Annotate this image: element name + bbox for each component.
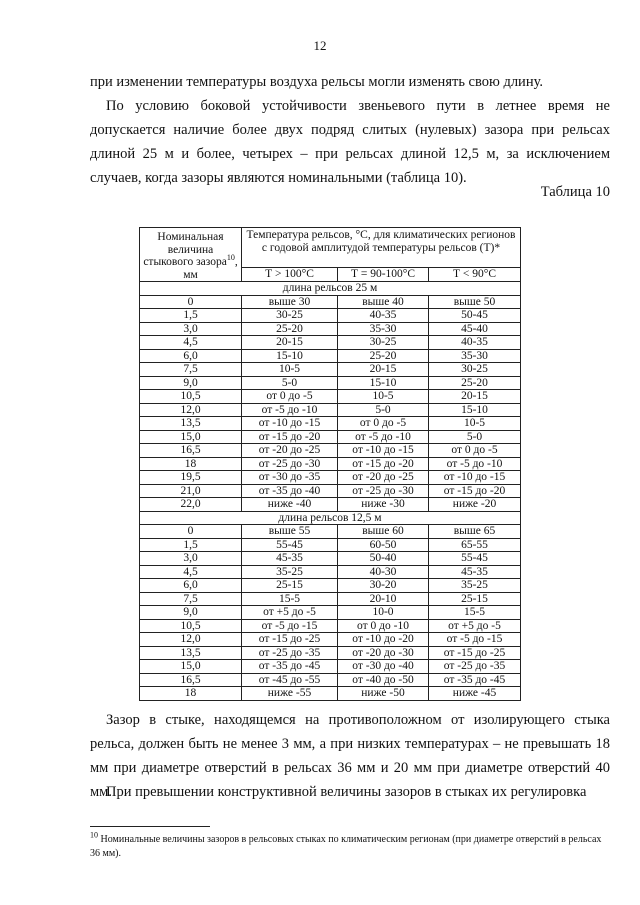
temperature-cell: 20-10 xyxy=(338,592,429,606)
temperature-cell: ниже -55 xyxy=(242,687,338,701)
table-row xyxy=(140,471,521,485)
table-row xyxy=(140,295,521,309)
temperature-cell: 65-55 xyxy=(429,538,521,552)
temperature-cell: выше 55 xyxy=(242,525,338,539)
temperature-cell: от -45 до -55 xyxy=(242,673,338,687)
paragraph-1: при изменении температуры воздуха рельсы могли изменять свою длину. xyxy=(90,74,544,90)
temperature-cell: ниже -50 xyxy=(338,687,429,701)
column-header: Т < 90°С xyxy=(429,268,521,282)
table-row xyxy=(140,349,521,363)
temperature-cell: от 0 до -5 xyxy=(242,390,338,404)
gap-value-cell: 4,5 xyxy=(140,336,242,350)
table-row xyxy=(140,498,521,512)
temperature-cell: от -35 до -45 xyxy=(429,673,521,687)
gap-value-cell: 6,0 xyxy=(140,579,242,593)
temperature-cell: выше 60 xyxy=(338,525,429,539)
footnote xyxy=(90,830,610,861)
temperature-cell: 45-35 xyxy=(429,565,521,579)
temperature-cell: ниже -45 xyxy=(429,687,521,701)
temperature-cell: от -15 до -25 xyxy=(242,633,338,647)
table-row xyxy=(140,633,521,647)
gap-value-cell: 12,0 xyxy=(140,633,242,647)
footnote-mark: 10 xyxy=(90,830,98,840)
section-title-25m: длина рельсов 25 м xyxy=(140,282,521,296)
temperature-cell: от -35 до -45 xyxy=(242,660,338,674)
temperature-cell: 45-35 xyxy=(242,552,338,566)
temperature-cell: от -10 до -15 xyxy=(429,471,521,485)
temperature-cell: 30-25 xyxy=(338,336,429,350)
page-number: 12 xyxy=(313,38,327,53)
temperature-cell: от -15 до -20 xyxy=(338,457,429,471)
header-nominal-gap: Номинальная величина стыкового зазора$^{10}$, мм xyxy=(140,228,242,282)
table-row xyxy=(140,376,521,390)
temperature-cell: 15-10 xyxy=(429,403,521,417)
temperature-cell: 25-20 xyxy=(429,376,521,390)
temperature-cell: 50-45 xyxy=(429,309,521,323)
table-row xyxy=(140,309,521,323)
temperature-cell: 25-20 xyxy=(242,322,338,336)
temperature-cell: 40-35 xyxy=(429,336,521,350)
gap-value-cell: 4,5 xyxy=(140,565,242,579)
temperature-cell: выше 40 xyxy=(338,295,429,309)
gap-value-cell: 15,0 xyxy=(140,660,242,674)
table-row xyxy=(140,403,521,417)
temperature-cell: от -30 до -35 xyxy=(242,471,338,485)
table-row xyxy=(140,525,521,539)
footnote-divider xyxy=(90,826,210,827)
temperature-cell: 40-35 xyxy=(338,309,429,323)
table-row xyxy=(140,322,521,336)
gap-value-cell: 7,5 xyxy=(140,592,242,606)
temperature-cell: от 0 до -10 xyxy=(338,619,429,633)
paragraph-3: Зазор в стыке, находящемся на противоположном от изолирующего стыка рельса, должен быть не менее 3 мм, а при низких температурах – не превышать 18 мм при диаметре отверстий в рельсах 36 мм и 20 мм при диаметре отверстий 40 мм. xyxy=(90,712,610,800)
temperature-cell: 15-5 xyxy=(429,606,521,620)
temperature-cell: 40-30 xyxy=(338,565,429,579)
table-row xyxy=(140,484,521,498)
temperature-cell: 25-20 xyxy=(338,349,429,363)
temperature-cell: от -40 до -50 xyxy=(338,673,429,687)
temperature-cell: 50-40 xyxy=(338,552,429,566)
temperature-cell: от -5 до -15 xyxy=(429,633,521,647)
temperature-cell: от -5 до -10 xyxy=(429,457,521,471)
temperature-cell: от -20 до -25 xyxy=(242,444,338,458)
gap-value-cell: 13,5 xyxy=(140,417,242,431)
gap-value-cell: 18 xyxy=(140,687,242,701)
table-row xyxy=(140,552,521,566)
gap-value-cell: 16,5 xyxy=(140,444,242,458)
gap-value-cell: 10,5 xyxy=(140,390,242,404)
temperature-cell: ниже -40 xyxy=(242,498,338,512)
temperature-cell: 55-45 xyxy=(429,552,521,566)
gap-value-cell: 22,0 xyxy=(140,498,242,512)
gap-value-cell: 13,5 xyxy=(140,646,242,660)
temperature-cell: 35-25 xyxy=(242,565,338,579)
temperature-cell: 30-25 xyxy=(242,309,338,323)
temperature-cell: от -10 до -15 xyxy=(338,444,429,458)
table-row xyxy=(140,646,521,660)
temperature-cell: от -20 до -25 xyxy=(338,471,429,485)
temperature-cell: от -20 до -30 xyxy=(338,646,429,660)
temperature-cell: от -30 до -40 xyxy=(338,660,429,674)
table-label: Таблица 10 xyxy=(540,184,610,200)
temperature-cell: от -10 до -20 xyxy=(338,633,429,647)
temperature-cell: от -15 до -20 xyxy=(242,430,338,444)
temperature-cell: 35-30 xyxy=(429,349,521,363)
temperature-cell: от -15 до -25 xyxy=(429,646,521,660)
temperature-cell: 10-5 xyxy=(429,417,521,431)
temperature-cell: от -5 до -10 xyxy=(242,403,338,417)
gap-value-cell: 18 xyxy=(140,457,242,471)
temperature-cell: 5-0 xyxy=(338,403,429,417)
column-header: Т = 90-100°С xyxy=(338,268,429,282)
gap-value-cell: 10,5 xyxy=(140,619,242,633)
table-row xyxy=(140,430,521,444)
temperature-cell: 45-40 xyxy=(429,322,521,336)
table-row xyxy=(140,457,521,471)
temperature-cell: от -25 до -30 xyxy=(242,457,338,471)
table-row xyxy=(140,336,521,350)
temperature-cell: 10-5 xyxy=(338,390,429,404)
table-row xyxy=(140,592,521,606)
gap-value-cell: 9,0 xyxy=(140,606,242,620)
temperature-cell: 10-0 xyxy=(338,606,429,620)
gap-value-cell: 3,0 xyxy=(140,552,242,566)
temperature-cell: 15-5 xyxy=(242,592,338,606)
temperature-cell: от 0 до -5 xyxy=(429,444,521,458)
rail-gap-table xyxy=(139,227,521,701)
table-row xyxy=(140,565,521,579)
table-row xyxy=(140,579,521,593)
temperature-cell: от -15 до -20 xyxy=(429,484,521,498)
temperature-cell: 5-0 xyxy=(242,376,338,390)
gap-value-cell: 21,0 xyxy=(140,484,242,498)
temperature-cell: 30-20 xyxy=(338,579,429,593)
column-header: Т > 100°С xyxy=(242,268,338,282)
gap-value-cell: 15,0 xyxy=(140,430,242,444)
footnote-text: Номинальные величины зазоров в рельсовых стыках по климатическим регионам (при диаметре отверстий в рельсах 36 мм). xyxy=(90,834,602,859)
temperature-cell: 35-25 xyxy=(429,579,521,593)
temperature-cell: 35-30 xyxy=(338,322,429,336)
temperature-cell: от -25 до -30 xyxy=(338,484,429,498)
temperature-cell: от +5 до -5 xyxy=(242,606,338,620)
temperature-cell: 25-15 xyxy=(429,592,521,606)
table-row xyxy=(140,660,521,674)
gap-value-cell: 1,5 xyxy=(140,538,242,552)
temperature-cell: 15-10 xyxy=(338,376,429,390)
gap-value-cell: 12,0 xyxy=(140,403,242,417)
table-row xyxy=(140,390,521,404)
temperature-cell: ниже -20 xyxy=(429,498,521,512)
header-rail-temperature: Температура рельсов, °С, для климатических регионов с годовой амплитудой температуры рельсов (Т)* xyxy=(242,228,521,268)
temperature-cell: 20-15 xyxy=(429,390,521,404)
gap-value-cell: 0 xyxy=(140,295,242,309)
temperature-cell: ниже -30 xyxy=(338,498,429,512)
temperature-cell: 10-5 xyxy=(242,363,338,377)
temperature-cell: от -35 до -40 xyxy=(242,484,338,498)
gap-value-cell: 6,0 xyxy=(140,349,242,363)
table-row xyxy=(140,538,521,552)
temperature-cell: выше 50 xyxy=(429,295,521,309)
temperature-cell: выше 30 xyxy=(242,295,338,309)
table-row xyxy=(140,363,521,377)
gap-value-cell: 16,5 xyxy=(140,673,242,687)
table-row xyxy=(140,687,521,701)
temperature-cell: от -5 до -15 xyxy=(242,619,338,633)
gap-value-cell: 19,5 xyxy=(140,471,242,485)
temperature-cell: 30-25 xyxy=(429,363,521,377)
gap-value-cell: 7,5 xyxy=(140,363,242,377)
paragraph-4: При превышении конструктивной величины зазоров в стыках их регулировка xyxy=(106,784,587,800)
temperature-cell: 25-15 xyxy=(242,579,338,593)
temperature-cell: от -25 до -35 xyxy=(429,660,521,674)
temperature-cell: от -25 до -35 xyxy=(242,646,338,660)
section-title-12-5m: длина рельсов 12,5 м xyxy=(140,511,521,525)
gap-value-cell: 9,0 xyxy=(140,376,242,390)
temperature-cell: 60-50 xyxy=(338,538,429,552)
table-row xyxy=(140,619,521,633)
temperature-cell: 20-15 xyxy=(338,363,429,377)
gap-value-cell: 1,5 xyxy=(140,309,242,323)
temperature-cell: 20-15 xyxy=(242,336,338,350)
temperature-cell: 5-0 xyxy=(429,430,521,444)
table-row xyxy=(140,673,521,687)
paragraph-2: По условию боковой устойчивости звеньевого пути в летнее время не допускается наличие более двух подряд слитых (нулевых) зазора при рельсах длиной 25 м и более, четырех – при рельсах длиной 12,5 м, за исключением случаев, когда зазоры являются номинальными (таблица 10). xyxy=(90,98,610,186)
temperature-cell: 15-10 xyxy=(242,349,338,363)
temperature-cell: от +5 до -5 xyxy=(429,619,521,633)
temperature-cell: от 0 до -5 xyxy=(338,417,429,431)
gap-value-cell: 0 xyxy=(140,525,242,539)
table-row xyxy=(140,606,521,620)
table-row xyxy=(140,417,521,431)
temperature-cell: выше 65 xyxy=(429,525,521,539)
temperature-cell: от -10 до -15 xyxy=(242,417,338,431)
temperature-cell: от -5 до -10 xyxy=(338,430,429,444)
gap-value-cell: 3,0 xyxy=(140,322,242,336)
table-row xyxy=(140,444,521,458)
temperature-cell: 55-45 xyxy=(242,538,338,552)
